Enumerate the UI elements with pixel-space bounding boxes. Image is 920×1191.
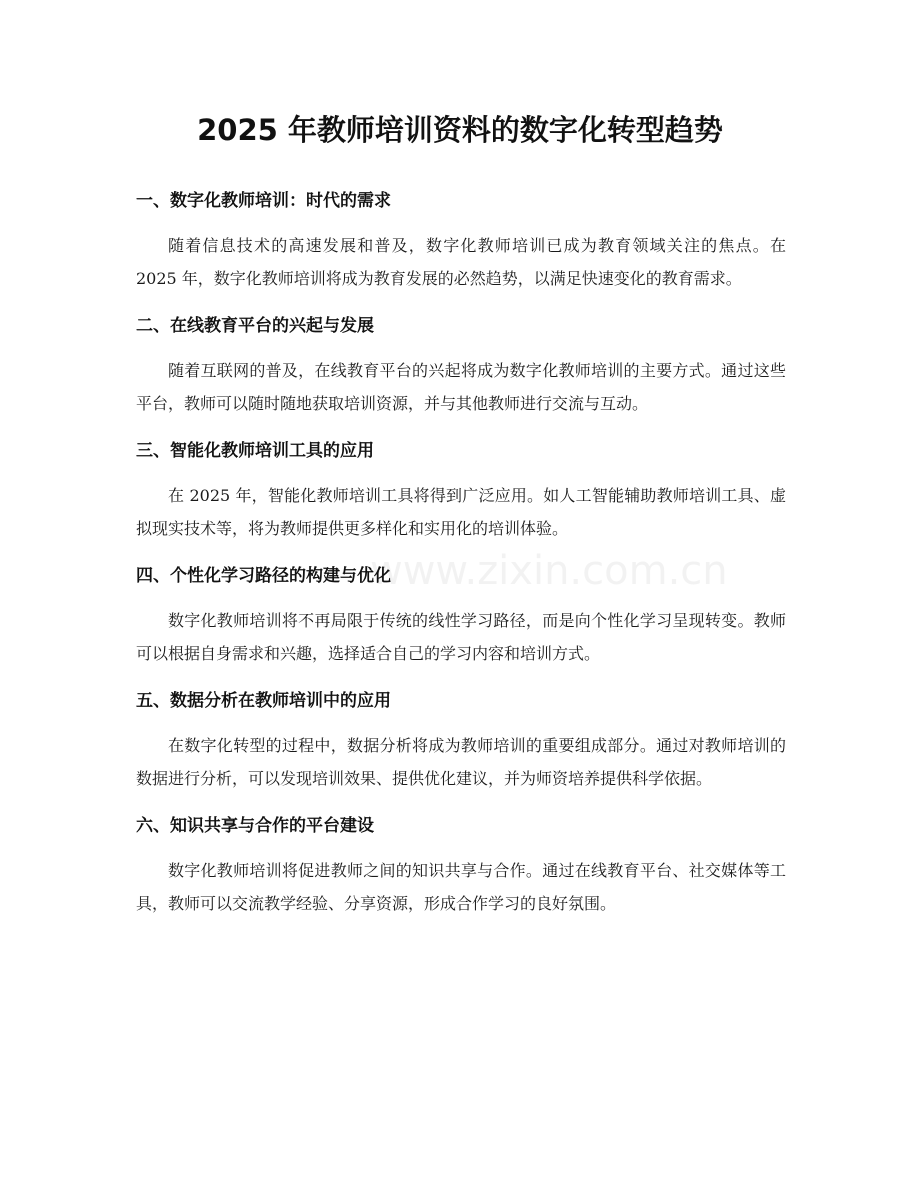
section-6 bbox=[136, 809, 786, 920]
section-heading: 五、数据分析在教师培训中的应用 bbox=[136, 691, 391, 711]
section-paragraph: 在 2025 年，智能化教师培训工具将得到广泛应用。如人工智能辅助教师培训工具、虚拟现实技术等，将为教师提供更多样化和实用化的培训体验。 bbox=[136, 486, 786, 538]
section-heading: 一、数字化教师培训：时代的需求 bbox=[136, 191, 391, 211]
section-heading: 三、智能化教师培训工具的应用 bbox=[136, 441, 374, 461]
document-body bbox=[136, 184, 786, 934]
section-paragraph: 随着信息技术的高速发展和普及，数字化教师培训已成为教育领域关注的焦点。在 2025 年，数字化教师培训将成为教育发展的必然趋势，以满足快速变化的教育需求。 bbox=[136, 236, 786, 288]
section-5 bbox=[136, 684, 786, 795]
section-heading: 六、知识共享与合作的平台建设 bbox=[136, 816, 374, 836]
section-heading: 四、个性化学习路径的构建与优化 bbox=[136, 566, 391, 586]
section-heading: 二、在线教育平台的兴起与发展 bbox=[136, 316, 374, 336]
page-title: 2025 年教师培训资料的数字化转型趋势 bbox=[197, 113, 723, 147]
section-1 bbox=[136, 184, 786, 295]
watermark: www.zixin.com.cn bbox=[370, 548, 728, 594]
section-3 bbox=[136, 434, 786, 545]
section-paragraph: 数字化教师培训将促进教师之间的知识共享与合作。通过在线教育平台、社交媒体等工具，教师可以交流教学经验、分享资源，形成合作学习的良好氛围。 bbox=[136, 861, 786, 913]
section-2 bbox=[136, 309, 786, 420]
section-paragraph: 在数字化转型的过程中，数据分析将成为教师培训的重要组成部分。通过对教师培训的数据进行分析，可以发现培训效果、提供优化建议，并为师资培养提供科学依据。 bbox=[136, 736, 786, 788]
section-paragraph: 数字化教师培训将不再局限于传统的线性学习路径，而是向个性化学习呈现转变。教师可以根据自身需求和兴趣，选择适合自己的学习内容和培训方式。 bbox=[136, 611, 786, 663]
section-paragraph: 随着互联网的普及，在线教育平台的兴起将成为数字化教师培训的主要方式。通过这些平台，教师可以随时随地获取培训资源，并与其他教师进行交流与互动。 bbox=[136, 361, 786, 413]
section-4 bbox=[136, 559, 786, 670]
